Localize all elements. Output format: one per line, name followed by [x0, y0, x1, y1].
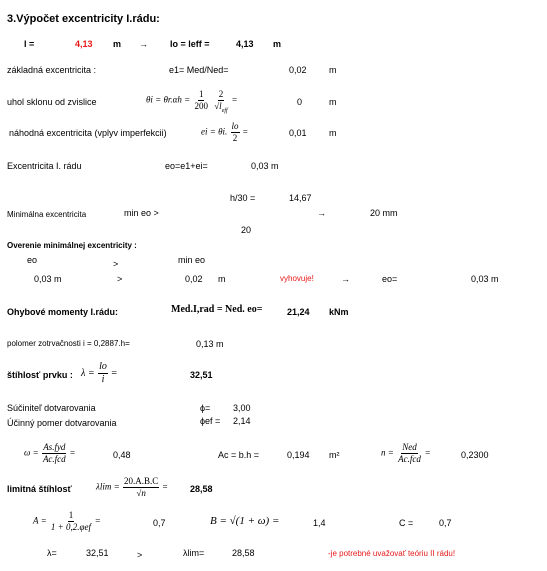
final-note: -je potrebné uvažovať teóriu II rádu!: [328, 549, 456, 558]
omega-value: 0,48: [113, 450, 131, 460]
omega-formula: ω = $\frac{\text{As.fyd}}{\text{Ac.fcd}}$ =: [24, 442, 76, 464]
length-value: 4,13: [75, 39, 93, 49]
moment-title: Ohybové momenty I.rádu:: [7, 307, 119, 317]
slenderness-value: 32,51: [190, 370, 213, 380]
basic-ecc-value: 0,02: [289, 65, 307, 75]
arrow-icon: →: [341, 274, 350, 284]
ac-label: Ac = b.h =: [218, 450, 260, 460]
section-heading: 3.Výpočet excentricity I.rádu:: [7, 13, 160, 25]
c-label: C =: [399, 518, 414, 528]
check-value-1: 0,03 m: [34, 274, 62, 284]
ac-value: 0,194: [287, 450, 310, 460]
n-value: 0,2300: [461, 450, 489, 460]
basic-ecc-unit: m: [329, 65, 337, 75]
check-title: Overenie minimálnej excentricity :: [7, 241, 137, 250]
slope-value: 0: [297, 97, 303, 107]
creep-value: 3,00: [233, 403, 251, 413]
effective-length-label: lo = leff =: [170, 39, 210, 49]
a-value: 0,7: [153, 518, 166, 528]
limit-label: limitná štíhlosť: [7, 484, 72, 494]
random-ecc-label: náhodná excentricita (vplyv imperfekcii): [9, 128, 167, 138]
n-formula: n = $\frac{\text{Ned}}{\text{Ac.fcd}}$ =: [381, 442, 431, 464]
random-ecc-formula: ei = θi. $\frac{lo}{2}$ =: [201, 121, 248, 143]
effective-creep-value: 2,14: [233, 416, 251, 426]
moment-unit: kNm: [329, 307, 349, 317]
min-ecc-value: 20: [241, 225, 252, 235]
final-lambda: λ=: [47, 548, 57, 558]
effective-creep-label: Účinný pomer dotvarovania: [7, 418, 117, 428]
ecc1-value: 0,03 m: [251, 161, 279, 171]
h30-value: 14,67: [289, 193, 312, 203]
effective-length-value: 4,13: [236, 39, 254, 49]
effective-length-unit: m: [273, 39, 282, 49]
c-value: 0,7: [439, 518, 452, 528]
arrow-icon: →: [139, 39, 148, 49]
b-formula: B = √(1 + ω) =: [210, 515, 280, 527]
arrow-icon: →: [317, 208, 326, 218]
ecc1-formula: eo=e1+ei=: [165, 161, 208, 171]
effective-creep-phi: ϕef =: [200, 416, 221, 426]
check-value-2: 0,02: [185, 274, 203, 284]
final-gt: >: [137, 550, 143, 560]
basic-ecc-formula: e1= Med/Ned=: [169, 65, 229, 75]
limit-formula: λlim = $\frac{20.A.B.C}{√n}$ =: [96, 476, 168, 498]
slope-unit: m: [329, 97, 337, 107]
min-ecc-value-mm: 20 mm: [370, 208, 398, 218]
check-value-2-unit: m: [218, 274, 226, 284]
random-ecc-unit: m: [329, 128, 337, 138]
check-gt-2: >: [117, 274, 123, 284]
check-value-3: 0,03 m: [471, 274, 499, 284]
final-lambda-lim-value: 28,58: [232, 548, 255, 558]
slenderness-formula: λ = $\frac{lo}{i}$ =: [81, 361, 118, 385]
slope-label: uhol sklonu od zvislice: [7, 97, 97, 107]
radius-label: polomer zotrvačnosti i = 0,2887.h=: [7, 339, 130, 348]
min-eo-label: min eo >: [124, 208, 159, 218]
check-min-eo-label: min eo: [178, 255, 206, 265]
slope-formula: θi = θr.αh = $\frac{1}{200}$ $\frac{2}{√l_{eff}}$ =: [146, 89, 238, 114]
check-gt-1: >: [113, 259, 119, 269]
check-status: vyhovuje!: [280, 274, 314, 283]
creep-phi: ϕ=: [200, 403, 211, 413]
length-unit: m: [113, 39, 122, 49]
b-value: 1,4: [313, 518, 326, 528]
moment-value: 21,24: [287, 307, 310, 317]
basic-ecc-label: základná excentricita :: [7, 65, 97, 75]
check-eo-label: eo: [27, 255, 38, 265]
check-eo-eq: eo=: [382, 274, 398, 284]
radius-value: 0,13 m: [196, 339, 224, 349]
ecc1-label: Excentricita I. rádu: [7, 161, 82, 171]
length-label: l =: [24, 39, 35, 49]
limit-value: 28,58: [190, 484, 213, 494]
min-ecc-label: Minimálna excentricita: [7, 210, 87, 219]
h30-label: h/30 =: [230, 193, 256, 203]
final-lambda-value: 32,51: [86, 548, 109, 558]
final-lambda-lim: λlim=: [183, 548, 205, 558]
creep-label: Súčiniteľ dotvarovania: [7, 403, 96, 413]
ac-unit: m²: [329, 450, 340, 460]
slenderness-label: štíhlosť prvku :: [7, 370, 73, 380]
moment-formula: Med.I,rad = Ned. eo=: [171, 304, 263, 315]
random-ecc-value: 0,01: [289, 128, 307, 138]
a-formula: A = $\frac{1}{\text{1 + 0,2.φef}}$ =: [33, 510, 101, 532]
